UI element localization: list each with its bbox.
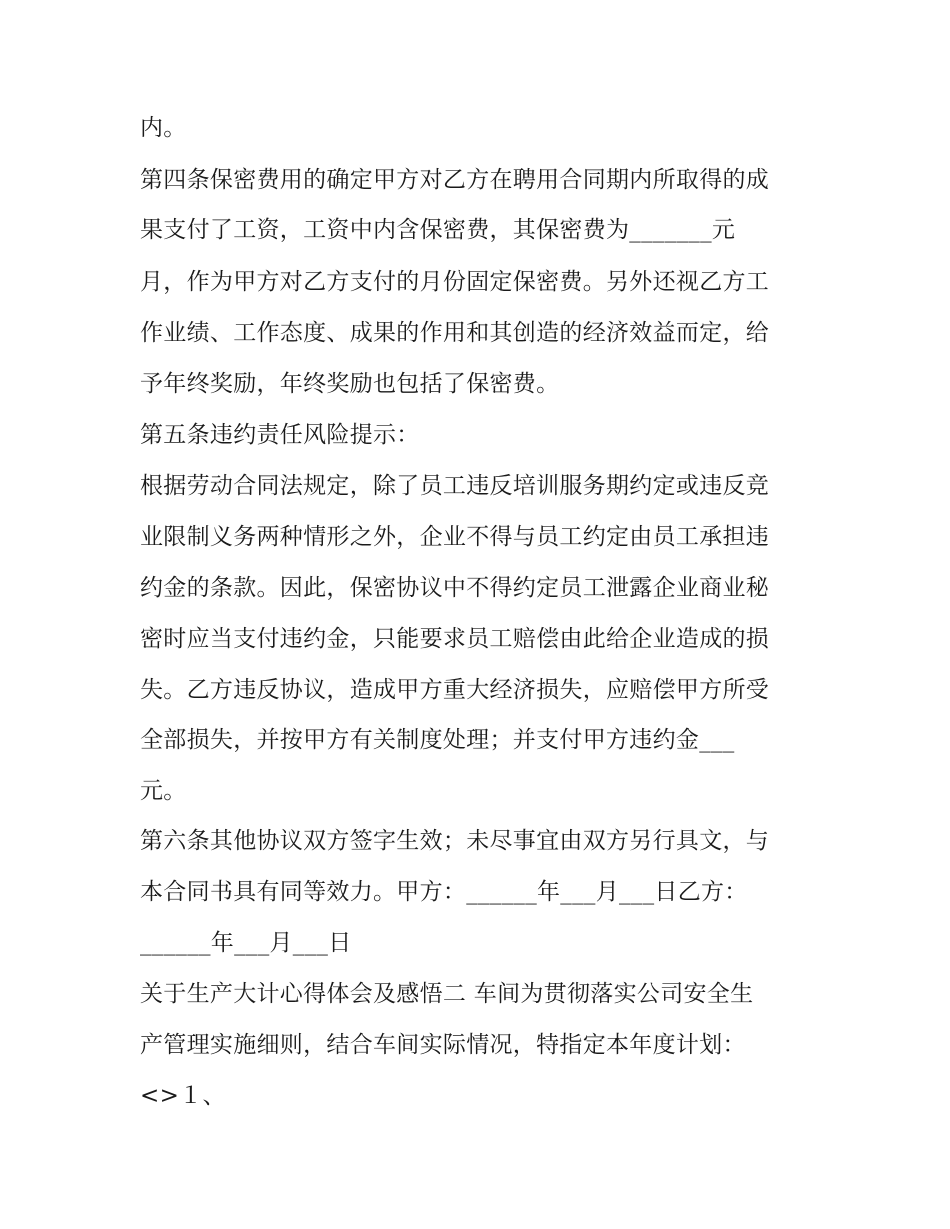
text-line: 第四条保密费用的确定甲方对乙方在聘用合同期内所取得的成 [140, 167, 770, 193]
text-line: 果支付了工资，工资中内含保密费，其保密费为_______元 [140, 217, 736, 243]
text-line: 予年终奖励，年终奖励也包括了保密费。 [140, 371, 560, 397]
text-line: 作业绩、工作态度、成果的作用和其创造的经济效益而定，给 [140, 320, 770, 346]
text-line: 月，作为甲方对乙方支付的月份固定保密费。另外还视乙方工 [140, 269, 770, 295]
text-line: 元。 [140, 778, 187, 804]
text-line: 业限制义务两种情形之外，企业不得与员工约定由员工承担违 [140, 524, 770, 550]
text-line: 本合同书具有同等效力。甲方：______年___月___日乙方： [140, 879, 748, 905]
text-line: 关于生产大计心得体会及感悟二 车间为贯彻落实公司安全生 [140, 981, 754, 1007]
text-line: 失。乙方违反协议，造成甲方重大经济损失，应赔偿甲方所受 [140, 677, 770, 703]
text-line: 全部损失，并按甲方有关制度处理；并支付甲方违约金___ [140, 727, 735, 753]
text-line: 第六条其他协议双方签字生效；未尽事宜由双方另行具文，与 [140, 828, 770, 854]
text-line: 约金的条款。因此，保密协议中不得约定员工泄露企业商业秘 [140, 575, 770, 601]
text-line: <>１、 [140, 1083, 226, 1109]
text-line: 内。 [140, 115, 187, 141]
text-line: 第五条违约责任风险提示： [140, 422, 420, 448]
text-line: 密时应当支付违约金，只能要求员工赔偿由此给企业造成的损 [140, 626, 770, 652]
text-line: 根据劳动合同法规定，除了员工违反培训服务期约定或违反竞 [140, 473, 770, 499]
text-line: ______年___月___日 [140, 930, 352, 956]
text-line: 产管理实施细则，结合车间实际情况，特指定本年度计划： [140, 1032, 746, 1058]
